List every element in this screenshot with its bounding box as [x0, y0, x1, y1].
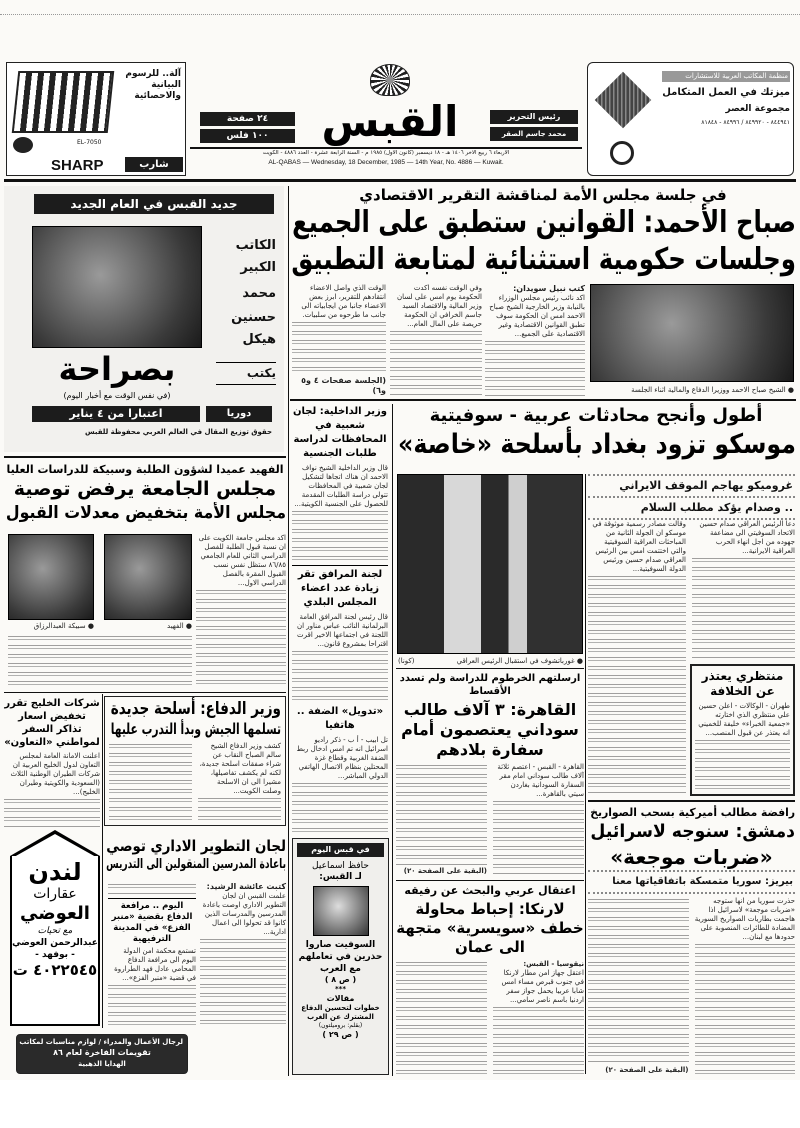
column-rule — [585, 474, 586, 1074]
trial-text: تستمع محكمة امن الدولة اليوم الى مرافعة الدفاع المحامي عادل فهد الطراروة في قضية «منبر الفزع»... — [114, 947, 196, 982]
arrest-body — [396, 960, 584, 1075]
ad-line-2: تقويمات الفاخرة لعام ٨٦ — [53, 1048, 151, 1057]
fahad-caption — [104, 622, 192, 631]
ad-phones: ٨٤٤٩٤١ - ٨٤٩٩٢٠ / ٨٤٩٩٦ - ٨١٨٤٨ — [701, 119, 790, 126]
bullet-icon: ● — [183, 622, 192, 630]
calculator-image — [12, 71, 115, 133]
text-lines — [292, 783, 388, 833]
defence-headline-2: تسلمها الجيش وبدأ التدرب عليها — [110, 720, 281, 738]
editor-label: رئيس التحرير — [490, 110, 578, 124]
arrest-kicker: اعتقال عربي والبحث عن رفيقه — [404, 884, 576, 897]
gorbachev-photo — [397, 474, 583, 654]
masthead-rule — [4, 179, 796, 182]
promo-banner: جديد القبس في العام الجديد — [34, 194, 274, 214]
text-lines — [396, 765, 487, 865]
cubes-image — [595, 72, 652, 129]
inside-stars: *** — [335, 985, 346, 993]
damascus-continued: (البقية على الصفحة ٢٠) — [605, 1066, 689, 1074]
newspaper-logo: القبس — [321, 97, 459, 146]
development-byline: كتبت عائشة الرشيد: — [206, 882, 286, 891]
price-pages: ٢٤ صفحة — [200, 112, 295, 126]
development-headline-2: باعادة المدرسين المنقولين الى التدريس — [106, 857, 286, 872]
text-lines — [198, 798, 281, 823]
gorbachev-photo-caption — [430, 657, 583, 666]
trial-headline: اليوم .. مرافعة الدفاع بقضية «منبر الفزع» في المدينة الترفيهية — [108, 898, 196, 945]
heikal-promo — [4, 186, 284, 452]
arrest-headline: لارنكا: إحباط محاولة خطف «سويسرية» متجهة الى عمان — [396, 900, 584, 956]
date-rule — [190, 147, 582, 149]
promo-word: الكبير — [240, 260, 276, 275]
promo-word: هيكل — [242, 332, 276, 347]
text-lines — [292, 322, 386, 374]
parliament-photo-caption — [590, 386, 794, 395]
arrest-dateline: نيقوسيا - القبس: — [523, 960, 584, 968]
inside-article: خطوات لتحسين الدفاع المشترك عن الغرب — [301, 1004, 380, 1021]
promo-start: اعتبارا من ٤ يناير — [32, 406, 200, 422]
text-lines — [588, 576, 686, 794]
bullet-icon: ● — [785, 386, 794, 394]
text-lines — [108, 884, 196, 896]
main-body-1: اكد نائب رئيس مجلس الوزراء بالنيابة وزير الخارجية الشيخ صباح الاحمد امس ان الحكومة سوف تطبق القوانين الاقتصادية وغير الاقتصادية على الجميع... — [489, 294, 585, 338]
trial-box — [108, 882, 196, 1028]
price-fils: ١٠٠ فلس — [200, 129, 295, 143]
bullet-icon: ● — [574, 657, 583, 665]
sudan-col-left — [396, 763, 487, 876]
sudan-text: القاهرة - القبس - اعتصم ثلاثة آلاف طالب سوداني امام مقر السفارة السودانية بغاردن سيتي بالقاهرة... — [497, 763, 584, 798]
text-lines — [695, 944, 796, 1075]
promo-note: (في نفس الوقت مع أخبار اليوم) — [63, 391, 171, 400]
hafez-ismail-photo — [313, 886, 369, 936]
main-column-1 — [485, 284, 585, 396]
damascus-col-left — [588, 897, 689, 1075]
gorbachev-photo-credit: (كونا) — [398, 657, 415, 665]
parliament-photo — [590, 284, 794, 382]
damascus-kicker: رافضة مطالب أميركية بسحب الصواريخ — [590, 806, 795, 819]
text-lines — [493, 801, 584, 876]
logo-emblem-icon — [370, 64, 410, 96]
defence-col-left — [109, 742, 192, 823]
moscow-text-2: دعا الرئيس العراقي صدام حسين الاتحاد السوفيتي الى مضاعفة جهوده من اجل انهاء الحرب العراقية الايرانية... — [699, 520, 795, 555]
column-rule — [392, 404, 393, 1076]
sabika-caption-text: سبيكة العبدالرزاق — [33, 622, 86, 630]
moscow-headline: موسكو تزود بغداد بأسلحة «خاصة» — [398, 429, 796, 460]
asr-group-ad — [587, 62, 794, 176]
damascus-headline-2: «ضربات موجعة» — [610, 845, 773, 869]
montazeri-headline: منتظري يعتذر عن الخلافة — [701, 669, 784, 698]
defence-headline-1: وزير الدفاع: أسلحة جديدة — [110, 699, 281, 719]
text-lines — [196, 590, 286, 688]
text-lines — [396, 962, 487, 1075]
university-headlines — [4, 462, 286, 530]
divider — [4, 692, 286, 693]
text-lines — [390, 331, 482, 396]
main-column-2 — [390, 284, 482, 396]
moscow-subheads — [588, 474, 795, 520]
arrest-col-right — [493, 960, 584, 1075]
promo-word: محمد — [242, 286, 276, 301]
university-headline-2: مجلس الأمة بتخفيض معدلات القبول — [5, 503, 286, 523]
university-headline-1: مجلس الجامعة يرفض توصية — [13, 478, 277, 500]
development-text: علمت القبس ان لجان التطوير الاداري اوصت باعادة المدرسين والمدرسات الذين كانوا قد تحولوا الى اعمال ادارية... — [202, 892, 286, 936]
sudan-col-right — [493, 763, 584, 876]
development-headlines — [104, 836, 286, 878]
sabika-caption — [8, 622, 94, 631]
municipal-text: قال رئيس لجنة المرافق العامة البرلمانية النائب عباس مناور ان اللجنة في اجتماعها الاخير اقرت اقتراحا بمشروع قانون... — [296, 613, 388, 648]
ad-model: EL-7050 — [77, 139, 102, 146]
inside-article-author: (بقلم: بروميلتون) — [318, 1022, 363, 1029]
date-arabic: الاربعاء ٦ ربيع الاخر ١٤٠٦ هـ - ١٨ ديسمبر (كانون الاول) ١٩٨٥ م - السنة الرابعة عشرة - العدد ٤٨٨٦ - الكويت — [262, 150, 510, 156]
text-lines — [493, 1007, 584, 1075]
gulf-air-story — [4, 697, 100, 827]
defence-box — [104, 696, 286, 826]
montazeri-box — [690, 664, 795, 796]
damascus-body — [588, 897, 795, 1075]
calendar-ad — [16, 1034, 188, 1074]
moscow-col-right — [692, 520, 795, 658]
arrest-story — [396, 884, 584, 1075]
inside-to: لـ القبس: — [319, 872, 362, 882]
inside-page-1: ( ص ٨ ) — [324, 975, 357, 984]
inside-author: حافظ اسماعيل — [312, 861, 369, 871]
phone-text: تل ابيب - أ ب - ذكر راديو اسرائيل انه تم امس ادخال ربط الضفة الغربية وقطاع غزة المحتلين بنظام الاتصال الهاتفي الدولي المباشر... — [296, 736, 388, 780]
university-body — [196, 534, 286, 688]
heikal-photo — [32, 226, 202, 348]
inside-headline: السوفيت صاروا حذرين في تعاملهم مع العرب — [298, 940, 383, 974]
main-body-2: وفي الوقت نفسه اكدت الحكومة يوم امس على لسان وزير المالية والاقتصاد السيد جاسم الخرافي ان الحكومة حريصة على المال العام... — [397, 284, 482, 328]
scan-edge — [0, 14, 800, 15]
ad-city: لندن — [28, 858, 82, 886]
text-lines — [4, 799, 100, 827]
moscow-kicker: أطول وأنجح محادثات عربية - سوفيتية — [429, 405, 763, 426]
column-name: بصراحة — [58, 350, 176, 388]
text-lines — [109, 744, 192, 823]
column-rule — [102, 694, 103, 1028]
promo-rights: حقوق توزيع المقال في العالم العربي محفوظة للقبس — [84, 428, 272, 436]
divider — [396, 668, 584, 669]
promo-word: حسنين — [231, 310, 276, 325]
ad-company: مجموعة العصر — [725, 104, 790, 114]
ad-line-1: لرجال الأعمال والمدراء / لوازم مناسبات لمكاتب — [19, 1038, 183, 1046]
sudan-headline: القاهرة: ٣ آلاف طالب سوداني يعتصمون أمام سفارة بلادهم — [401, 700, 579, 759]
ad-owner: عبدالرحمن العوضي — [12, 938, 98, 948]
tav-logo — [13, 137, 33, 153]
ad-title: آلة.. للرسوم البيانية والاحصائية — [125, 69, 181, 101]
main-column-3 — [292, 284, 386, 396]
london-ad — [10, 856, 100, 1026]
development-body — [200, 882, 286, 1028]
interior-text: قال وزير الداخلية الشيخ نواف الاحمد ان هناك اتجاها لتشكيل لجان شعبية في المحافظات تتولى دراسة الطلبات المقدمة للحصول على الجنسية الكويتية... — [294, 464, 388, 508]
promo-weekly: دوريا — [206, 406, 272, 422]
editor-name: محمد جاسم الصقر — [490, 127, 578, 141]
defence-text: كشف وزير الدفاع الشيخ سالم الصباح النقاب عن شراء صفقات اسلحة جديدة، لكنه لم يكشف تفاصيلها، مشيرا الى ان الاسلحة وصلت الكويت... — [199, 742, 281, 795]
municipal-headline: لجنة المرافق تقر زيادة عدد اعضاء المجلس البلدي — [292, 565, 388, 610]
damascus-sub: بيريز: سوريا متمسكة باتفاقياتها معنا — [588, 870, 795, 894]
phone-headline: «تدويل» الضفة .. هاتفيا — [296, 706, 384, 731]
promo-word: الكاتب — [235, 238, 276, 253]
moscow-sub-1: غروميكو يهاجم الموقف الايراني — [588, 474, 795, 496]
defence-body — [109, 742, 281, 823]
text-lines — [588, 899, 689, 1064]
main-headline-1: صباح الأحمد: القوانين ستطبق على الجميع — [292, 205, 796, 240]
sudan-kicker: ارسلتهم الخرطوم للدراسة ولم تسدد الأقساط — [399, 673, 581, 697]
text-lines — [292, 511, 388, 561]
moscow-sub-2: .. وصدام يؤكد مطلب السلام — [588, 496, 795, 520]
text-lines — [292, 651, 388, 701]
main-kicker: في جلسة مجلس الأمة لمناقشة التقرير الاقتصادي — [359, 186, 727, 204]
fahad-photo — [104, 534, 192, 620]
sabika-photo — [8, 534, 94, 620]
main-byline: كتب نبيل سويدان: — [513, 284, 585, 293]
sharp-ad — [6, 62, 186, 176]
house-roof-inner — [14, 834, 96, 857]
ad-slogan: ميزتك في العمل المتكامل — [662, 87, 790, 98]
promo-writes: يكتب — [216, 362, 276, 385]
university-kicker: الفهيد عميدا لشؤون الطلبة وسبيكة للدراسات العليا — [6, 463, 284, 476]
divider — [4, 456, 286, 458]
montazeri-text: طهران - الوكالات - اعلن حسين علي منتظري الذي اختارته «جمعية الخبراء» خليفة للخميني انه يعتذر عن قبول المنصب... — [698, 702, 790, 737]
interior-headline: وزير الداخلية: لجان شعبية في المحافظات لدراسة طلبات الجنسية — [293, 406, 387, 459]
text-lines — [695, 740, 790, 791]
arrest-col-left — [396, 960, 487, 1075]
narrow-column — [292, 405, 388, 833]
date-english: AL-QABAS — Wednesday, 18 December, 1985 — 14th Year, No. 4886 — Kuwait. — [268, 159, 504, 166]
sudan-story — [396, 672, 584, 876]
main-headline-2: وجلسات حكومية استثنائية لمتابعة التطبيق — [291, 242, 796, 277]
divider — [290, 399, 796, 401]
gorbachev-caption-text: غورباتشوف في استقبال الرئيس العراقي — [456, 657, 575, 665]
moscow-text-1: وقالت مصادر رسمية موثوقة في موسكو ان الجولة الثانية من المباحثات العراقية السوفيتية والتي اختتمت امس بين الرئيس العراقي صدام حسين ورئيس الدولة السوفيتية... — [592, 520, 686, 573]
divider — [588, 800, 795, 802]
university-body-cont — [8, 634, 192, 688]
ad-line-3: الهدايا الذهبية — [78, 1060, 126, 1068]
damascus-story — [588, 805, 795, 1075]
main-continued: (الجلسة صفحات ٤ و٥ و٦) — [301, 376, 386, 395]
text-lines — [692, 558, 795, 658]
text-lines — [8, 636, 192, 688]
inside-page-2: ( ص ٢٩ ) — [322, 1030, 359, 1039]
sudan-body — [396, 763, 584, 876]
sharp-brand: SHARP — [51, 157, 104, 174]
divider — [396, 880, 584, 881]
sudan-continued: (البقية على الصفحة ٢٠) — [403, 867, 487, 875]
fahad-caption-text: الفهيد — [167, 622, 184, 630]
arrest-text: اعتقل جهاز امن مطار لارنكا في جنوب قبرص مساء امس شابا عربيا يحمل جواز سفر اردنيا باسم ناصر سامي... — [501, 969, 584, 1004]
gulf-air-headline: شركات الخليج تقرر تخفيض اسعار تذاكر السفر لمواطني «التعاون» — [4, 698, 100, 748]
ad-org: منظمة المكاتب العربية للاستشارات — [662, 71, 790, 82]
inside-section: مقالات — [326, 994, 355, 1003]
moscow-col-left — [588, 520, 686, 794]
text-lines — [485, 341, 585, 396]
text-lines — [108, 985, 196, 1028]
damascus-text: حذرت سوريا من انها ستوجه «ضربات موجعة» لاسرائيل اذا هاجمت بطاريات الصواريخ السورية المضادة للطائرات المنصوبة على حدودها مع لبنان... — [694, 897, 795, 941]
scan-margin — [0, 1080, 800, 1128]
inside-banner: في قبس اليوم — [297, 843, 384, 857]
ad-owner-label: مع تحيات — [37, 926, 73, 936]
inside-today-box — [292, 838, 389, 1075]
damascus-headline-1: دمشق: سنوجه لاسرائيل — [590, 821, 795, 842]
ad-title-1: عقارات — [33, 886, 77, 902]
sharp-brand-ar: شارب — [125, 157, 183, 172]
ad-text-group — [662, 71, 790, 127]
damascus-col-right — [695, 897, 796, 1075]
asr-logo-icon — [610, 141, 634, 165]
development-headline-1: لجان التطوير الاداري توصي — [106, 837, 286, 855]
main-body-3: الوقت الذي واصل الاعضاء انتقادهم للتقرير، ابرز بعض الاعضاء جانبا من ايجابياته الى جانب ما طرحوه من سلبيات. — [301, 284, 386, 319]
university-text: اكد مجلس جامعة الكويت على ان نسبة قبول الطلبة للفصل الدراسي الثاني للعام الجامعي ٨٦/٨٥ ستظل نفس نسب القبول المقرة بالفصل الدراسي الاول... — [198, 534, 286, 587]
ad-phone: ٤٠٢٢٥٤٥ ت — [12, 961, 98, 979]
column-rule — [288, 186, 289, 1076]
parliament-caption-text: الشيخ صباح الاحمد ووزيرا الدفاع والمالية اثناء الجلسة — [631, 386, 786, 394]
defence-col-right — [198, 742, 281, 823]
ad-title-2: العوضي — [20, 903, 90, 924]
text-lines — [200, 939, 286, 1028]
ad-area: - بوفهد - — [35, 950, 75, 960]
gulf-air-text: اعلنت الامانة العامة لمجلس التعاون لدول الخليج العربية ان شركات الطيران الوطنية الثلاث (السعودية والكويتية وطيران الخليج)... — [10, 752, 100, 796]
bullet-icon: ● — [85, 622, 94, 630]
